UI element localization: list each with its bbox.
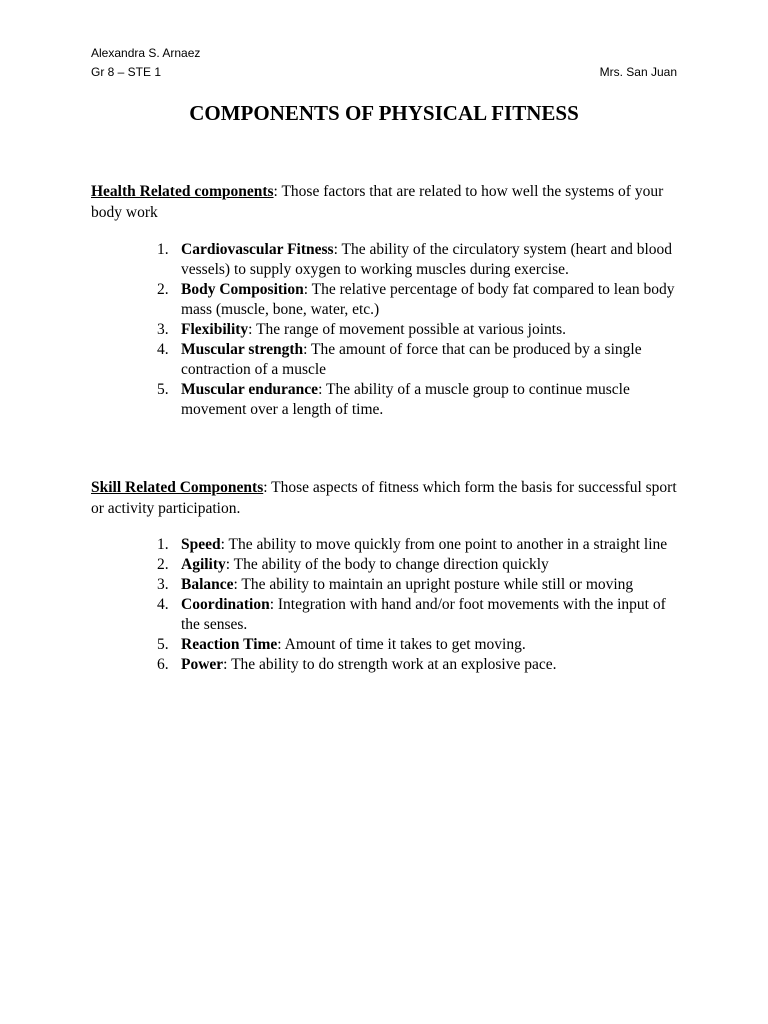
item-number: 1.	[157, 536, 169, 553]
list-item	[157, 635, 687, 655]
list-item	[157, 575, 687, 595]
item-term: Speed	[181, 536, 221, 553]
item-number: 3.	[157, 321, 169, 338]
item-term: Power	[181, 656, 224, 673]
item-term: Muscular endurance	[181, 381, 319, 398]
item-term: Coordination	[181, 596, 270, 613]
item-number: 4.	[157, 596, 169, 613]
item-term: Balance	[181, 576, 234, 593]
item-term: Agility	[181, 556, 226, 573]
health-related-description: : Those factors that are related to how well the systems of your body work	[91, 183, 664, 221]
item-number: 2.	[157, 556, 169, 573]
item-term: Flexibility	[181, 321, 249, 338]
item-definition: : Amount of time it takes to get moving.	[277, 636, 526, 653]
list-item	[157, 555, 687, 575]
item-definition: : Integration with hand and/or foot movements with the input of the senses.	[181, 596, 666, 633]
list-item	[157, 320, 687, 340]
list-item	[157, 535, 687, 555]
item-definition: : The ability to maintain an upright posture while still or moving	[233, 576, 634, 593]
list-item	[157, 655, 687, 675]
item-number: 2.	[157, 281, 169, 298]
item-definition: : The ability of the circulatory system (heart and blood vessels) to supply oxygen to working muscles during exercise.	[181, 241, 673, 278]
teacher-name: Mrs. San Juan	[599, 65, 677, 79]
item-term: Cardiovascular Fitness	[181, 241, 334, 258]
author-name: Alexandra S. Arnaez	[91, 46, 201, 60]
item-definition: : The range of movement possible at various joints.	[248, 321, 567, 338]
item-term: Reaction Time	[181, 636, 278, 653]
item-number: 5.	[157, 636, 169, 653]
item-number: 1.	[157, 241, 169, 258]
item-definition: : The amount of force that can be produced by a single contraction of a muscle	[181, 341, 642, 378]
health-related-term: Health Related components	[91, 183, 274, 200]
health-related-intro	[91, 181, 691, 223]
health-related-list	[157, 240, 687, 420]
item-number: 4.	[157, 341, 169, 358]
skill-related-intro	[91, 477, 691, 519]
item-definition: : The ability to do strength work at an explosive pace.	[223, 656, 557, 673]
item-definition: : The ability of a muscle group to continue muscle movement over a length of time.	[181, 381, 630, 418]
list-item	[157, 380, 687, 420]
skill-related-term: Skill Related Components	[91, 479, 264, 496]
item-definition: : The ability of the body to change direction quickly	[225, 556, 549, 573]
grade-section: Gr 8 – STE 1	[91, 65, 162, 79]
item-definition: : The ability to move quickly from one point to another in a straight line	[220, 536, 668, 553]
list-item	[157, 280, 687, 320]
item-number: 5.	[157, 381, 169, 398]
item-definition: : The relative percentage of body fat compared to lean body mass (muscle, bone, water, etc.)	[181, 281, 675, 318]
skill-related-list	[157, 535, 687, 675]
item-number: 6.	[157, 656, 169, 673]
item-number: 3.	[157, 576, 169, 593]
page-title: COMPONENTS OF PHYSICAL FITNESS	[189, 101, 579, 125]
item-term: Muscular strength	[181, 341, 304, 358]
list-item	[157, 595, 687, 635]
item-term: Body Composition	[181, 281, 304, 298]
list-item	[157, 240, 687, 280]
skill-related-description: : Those aspects of fitness which form the basis for successful sport or activity participation.	[91, 479, 677, 517]
list-item	[157, 340, 687, 380]
